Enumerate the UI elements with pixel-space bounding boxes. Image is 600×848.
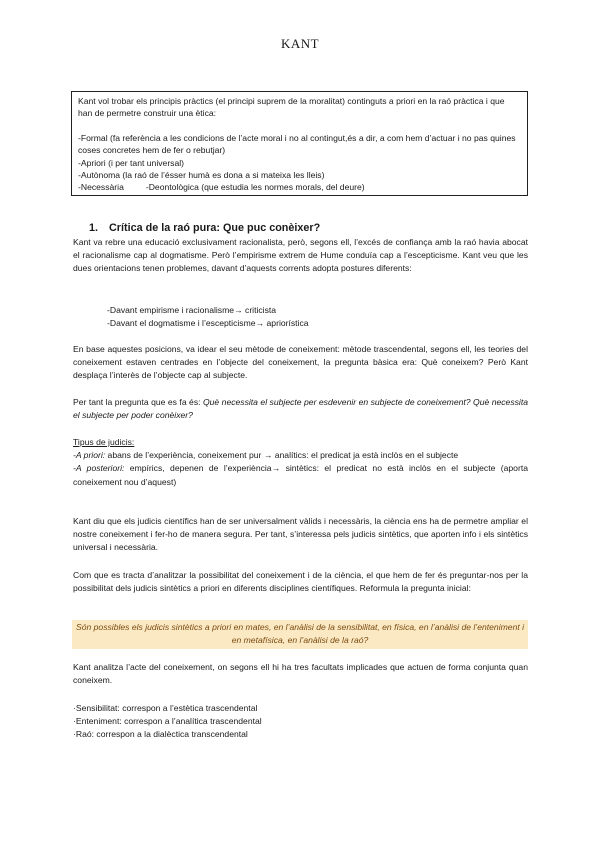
summary-item-apriori: -Apriori (i per tant universal) (78, 157, 185, 168)
paragraph-text: Kant va rebre una educació exclusivament racionalista, però, segons ell, l’excés de confiança amb la raó havia abocat el racionalisme cap al dogmatisme. Però l’empirisme extrem de Hume conduïa cap a l’escepticisme. Kant veu que les dues orientacions tenen problemes, davant d’aquests corrents adopta postures diferents: (73, 237, 528, 274)
paragraph-reformulate (73, 569, 528, 595)
judgment-text: empírics, depenen de l’experiència→ sintètics: el predicat no està inclòs en el subjecte (aporta coneixement nou d’aquest) (73, 463, 528, 487)
section-number: 1. (89, 222, 99, 234)
list-item: -Davant empirisme i racionalisme→ criticista (107, 305, 277, 315)
judgment-aposteriori (73, 462, 528, 488)
highlighted-text: Són possibles els judicis sintètics a priori en mates, en l’anàlisi de la sensibilitat, en física, en l’anàlisi de l’enteniment i en metafísica, en l’anàlisi de la raó? (75, 622, 525, 646)
judgment-apriori (73, 449, 528, 462)
judgment-label: -A posteriori: (73, 463, 125, 474)
question-text: Què necessita el subjecte per esdevenir en subjecte de coneixement? Què necessita el subjecte per poder conèixer? (73, 397, 529, 421)
paragraph-text: En base aquestes posicions, va idear el seu mètode de coneixement: mètode trascendental, segons ell, les teories del coneixement estaven centrades en l’objecte del coneixement, la pregunta bàsica era: Què coneixem? Però Kant desplaça l’interès de l’objecte cap al subjecte. (73, 344, 528, 381)
list-item: ·Sensibilitat: correspon a l’estètica trascendental (73, 703, 258, 713)
list-item: -Davant el dogmatisme i l’escepticisme→ apriorística (107, 318, 309, 329)
paragraph-intro (73, 236, 528, 276)
paragraph-text: Kant analitza l’acte del coneixement, on segons ell hi ha tres facultats implicades que actuen de forma conjunta quan coneixem. (73, 662, 528, 686)
summary-item-deontologica: -Deontològica (que estudia les normes morals, del deure) (145, 182, 365, 193)
list-item: ·Enteniment: correspon a l’analítica trascendental (73, 716, 262, 727)
summary-item-formal: -Formal (fa referència a les condicions de l’acte moral i no al contingut,és a dir, a com hem d’actuar i no pas quines coses concretes hem de fer o rebutjar) (78, 132, 516, 156)
summary-item-row (78, 181, 521, 193)
list-item: ·Raó: correspon a la dialèctica transcendental (73, 729, 248, 740)
question-lead: Per tant la pregunta que es fa és: (73, 397, 203, 407)
paragraph-text: Kant diu que els judicis científics han de ser universalment vàlids i necessàris, la ciència ens ha de permetre ampliar el nostre coneixement i fer-ho de manera segura. Per tant, s’interessa pels judicis sintètics, que aporten info i els sintètics universal i necessària. (73, 516, 528, 553)
paragraph-text (73, 396, 528, 422)
paragraph-text: Com que es tracta d’analitzar la possibilitat del coneixement i de la ciència, el que hem de fer és preguntar-nos per la possibilitat dels judicis sintètics a priori en diferents disciplines científiques. Reformula la pregunta inicial: (73, 570, 528, 594)
summary-item-autonoma: -Autònoma (la raó de l’ésser humà es dona a si mateixa les lleis) (78, 170, 325, 181)
positions-list (73, 304, 528, 330)
faculties-list (73, 702, 528, 742)
section-title: Crítica de la raó pura: Que puc conèixer? (109, 222, 321, 234)
section-heading (89, 222, 320, 234)
judgment-label: -A priori: (73, 450, 106, 461)
summary-item-necessaria: -Necessària (78, 182, 124, 193)
summary-intro: Kant vol trobar els principis pràctics (el principi suprem de la moralitat) continguts a priori en la raó pràctica i que han de permetre construir una ètica: (78, 96, 505, 119)
highlighted-question (72, 620, 528, 649)
judgments-section (73, 436, 528, 489)
summary-box (71, 91, 528, 196)
page-title: KANT (280, 36, 320, 51)
paragraph-method (73, 343, 528, 383)
judgment-text: abans de l’experiència, coneixement pur → analítics: el predicat ja està inclòs en el subjecte (105, 450, 459, 461)
paragraph-science (73, 515, 528, 555)
judgments-heading: Tipus de judicis: (73, 437, 135, 447)
paragraph-faculties (73, 661, 528, 687)
paragraph-question (73, 396, 528, 422)
